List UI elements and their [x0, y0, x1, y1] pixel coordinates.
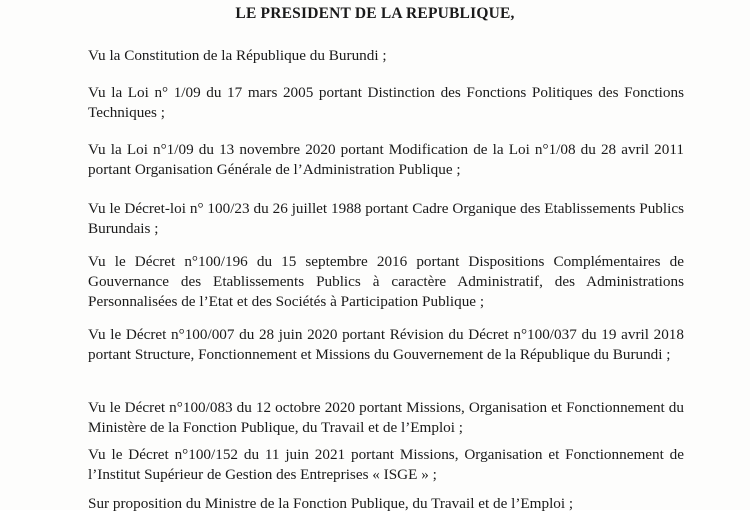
paragraph-decret-2020-structure: Vu le Décret n°100/007 du 28 juin 2020 portant Révision du Décret n°100/037 du 19 avril 2018 portant Structure, Fonctionnement et Missions du Gouvernement de la République du Burundi ; — [88, 326, 684, 363]
paragraph-decret-2021-isge: Vu le Décret n°100/152 du 11 juin 2021 portant Missions, Organisation et Fonctionnement de l’Institut Supérieur de Gestion des Entreprises « ISGE » ; — [88, 446, 684, 483]
paragraph-proposition: Sur proposition du Ministre de la Fonction Publique, du Travail et de l’Emploi ; — [88, 495, 574, 512]
paragraph-constitution: Vu la Constitution de la République du Burundi ; — [88, 47, 387, 64]
paragraph-loi-2020: Vu la Loi n°1/09 du 13 novembre 2020 portant Modification de la Loi n°1/08 du 28 avril 2011 portant Organisation Générale de l’Administration Publique ; — [88, 141, 684, 178]
paragraph-decret-loi-1988: Vu le Décret-loi n° 100/23 du 26 juillet 1988 portant Cadre Organique des Etablissements Publics Burundais ; — [88, 200, 684, 237]
paragraph-decret-2016: Vu le Décret n°100/196 du 15 septembre 2016 portant Dispositions Complémentaires de Gouvernance des Etablissements Publics à caractère Administratif, des Administrations Personnalisées de l’Etat et des Sociétés à Participation Publique ; — [88, 253, 684, 310]
paragraph-loi-2005: Vu la Loi n° 1/09 du 17 mars 2005 portant Distinction des Fonctions Politiques des Fonctions Techniques ; — [88, 84, 684, 121]
paragraph-decret-2020-ministere: Vu le Décret n°100/083 du 12 octobre 2020 portant Missions, Organisation et Fonctionnement du Ministère de la Fonction Publique, du Travail et de l’Emploi ; — [88, 399, 684, 436]
document-title: LE PRESIDENT DE LA REPUBLIQUE, — [235, 5, 515, 22]
